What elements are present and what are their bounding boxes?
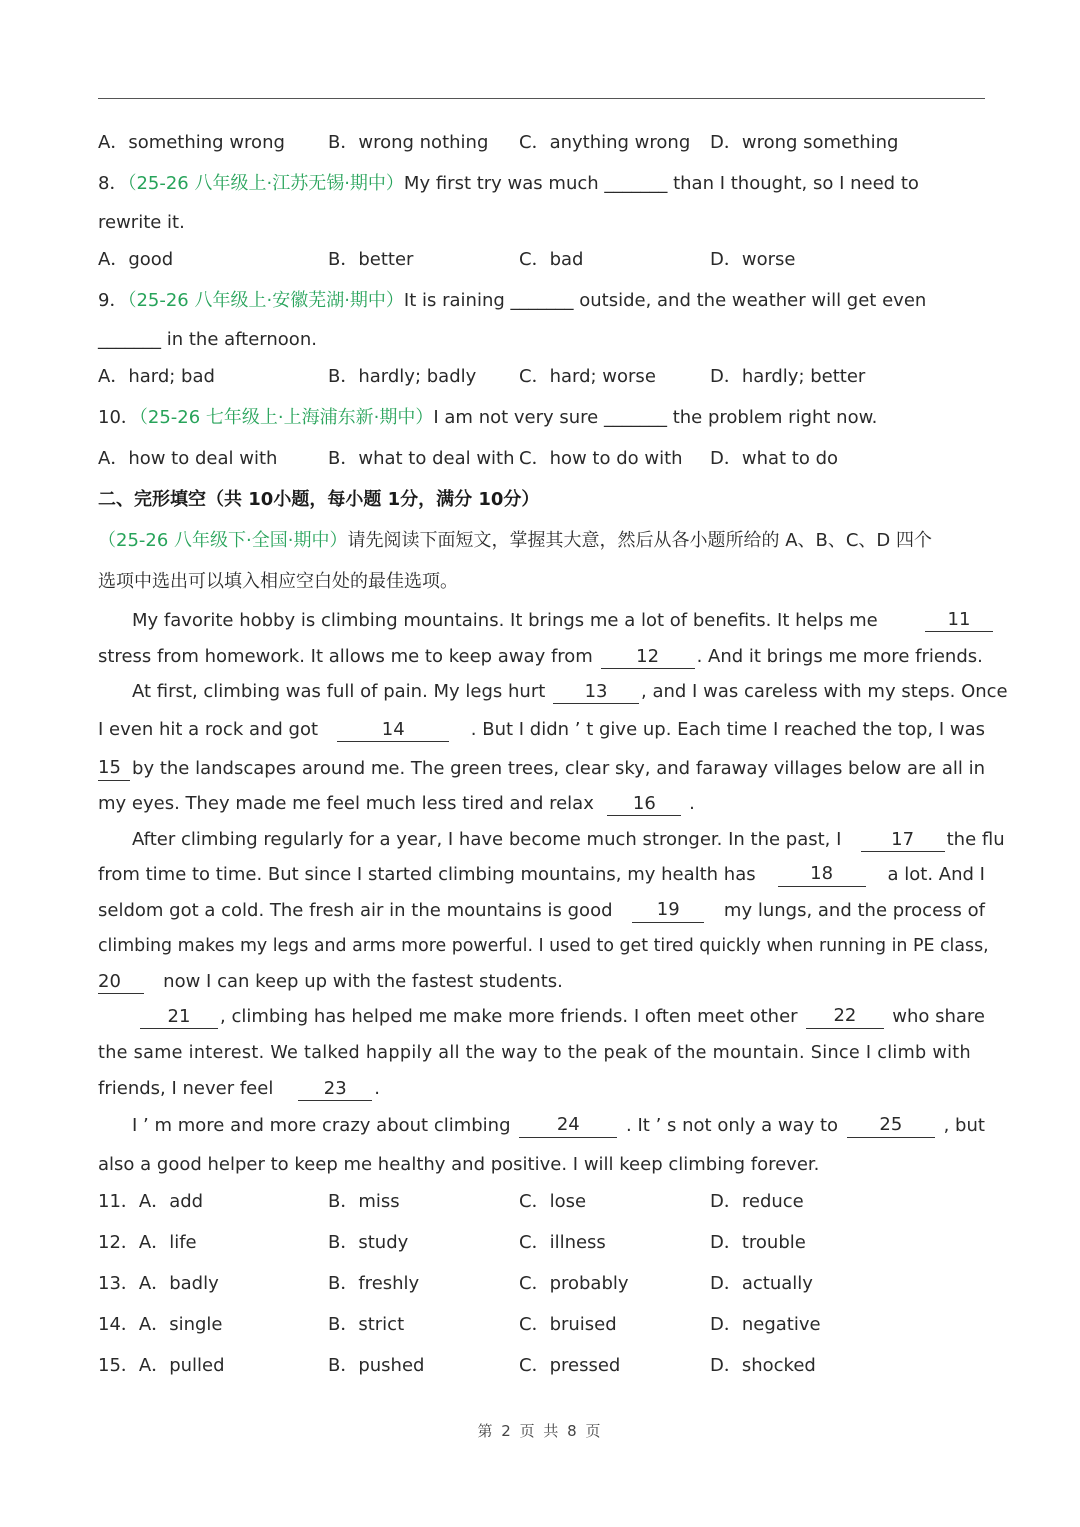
- blank-24: 24: [519, 1114, 617, 1138]
- q10-number: 10．: [98, 407, 139, 428]
- q9-text: It is raining _______ outside, and the weather will get even: [403, 290, 927, 311]
- passage-text: , but: [943, 1115, 985, 1136]
- passage-text: . And it brings me more friends.: [696, 646, 983, 667]
- passage-text: .: [374, 1078, 380, 1099]
- passage-text: a lot. And I: [887, 864, 985, 885]
- blank-14: 14: [337, 719, 449, 742]
- passage-text: I even hit a rock and got: [98, 719, 319, 740]
- instructions-cont: 选项中选出可以填入相应空白处的最佳选项。: [98, 571, 458, 592]
- q10-option-d: D．what to do: [710, 448, 839, 469]
- passage-text: At first, climbing was full of pain. My legs hurt: [132, 681, 546, 702]
- section-heading: 二、完形填空（共 10小题，每小题 1分，满分 10分）: [98, 489, 540, 510]
- cloze-13-d: D．actually: [710, 1273, 813, 1294]
- cloze-14-b: B．strict: [328, 1314, 405, 1335]
- blank-22: 22: [806, 1005, 884, 1029]
- passage-line: the same interest. We talked happily all the way to the peak of the mountain. Since I climb with: [98, 1043, 971, 1063]
- q9-option-b: B．hardly; badly: [328, 366, 477, 387]
- q9-source: （25-26 八年级上·安徽芜湖·期中）: [127, 290, 404, 311]
- cloze-12-c: C．illness: [519, 1232, 606, 1253]
- passage-text: my eyes. They made me feel much less tired and relax: [98, 793, 594, 814]
- q9-option-c: C．hard; worse: [519, 366, 656, 387]
- page-footer: 第 2 页 共 8 页: [477, 1422, 603, 1440]
- passage-line: also a good helper to keep me healthy and positive. I will keep climbing forever.: [98, 1154, 820, 1175]
- passage-text: now I can keep up with the fastest students.: [163, 971, 563, 992]
- passage-line: [98, 718, 985, 742]
- blank-19: 19: [632, 899, 704, 923]
- passage-line: [98, 863, 985, 887]
- passage-text: I ’ m more and more crazy about climbing: [132, 1115, 511, 1136]
- q10-option-a: A．how to deal with: [98, 448, 278, 469]
- passage-text: . It ’ s not only a way to: [626, 1115, 839, 1136]
- passage-text: seldom got a cold. The fresh air in the mountains is good: [98, 900, 613, 921]
- q7-option-b: B．wrong nothing: [328, 132, 489, 153]
- passage-line: [98, 899, 985, 923]
- q8-option-b: B．better: [328, 249, 414, 270]
- passage-line: [98, 970, 985, 994]
- passage-text: who share: [892, 1006, 985, 1027]
- q8-stem-cont: rewrite it.: [98, 212, 185, 233]
- passage-text: After climbing regularly for a year, I have become much stronger. In the past, I: [132, 829, 842, 850]
- cloze-13-a: 13．A．badly: [98, 1273, 219, 1294]
- header-rule: [98, 98, 985, 99]
- section-instructions: [98, 529, 932, 553]
- passage-line: climbing makes my legs and arms more powerful. I used to get tired quickly when running in PE class,: [98, 936, 989, 956]
- q10-text: I am not very sure _______ the problem right now.: [433, 407, 878, 428]
- cloze-15-a: 15．A．pulled: [98, 1355, 225, 1376]
- q8-option-d: D．worse: [710, 249, 796, 270]
- q10-source: （25-26 七年级上·上海浦东新·期中）: [138, 407, 434, 428]
- passage-text: from time to time. But since I started climbing mountains, my health has: [98, 864, 756, 885]
- blank-18: 18: [778, 863, 866, 887]
- cloze-13-b: B．freshly: [328, 1273, 420, 1294]
- passage-line: [98, 680, 1008, 704]
- passage-line: [98, 1077, 985, 1101]
- section-source: （25-26 八年级下·全国·期中）: [98, 530, 348, 551]
- passage-segment: [132, 680, 641, 704]
- blank-20: 20: [98, 971, 144, 994]
- cloze-12-a: 12．A．life: [98, 1232, 197, 1253]
- q8-source: （25-26 八年级上·江苏无锡·期中）: [127, 173, 404, 194]
- q9-number: 9．: [98, 290, 128, 311]
- passage-line: [98, 645, 985, 669]
- q8-option-a: A．good: [98, 249, 174, 270]
- passage-line: [98, 792, 985, 816]
- q9-stem: [98, 289, 926, 313]
- passage-line: [98, 1005, 985, 1029]
- cloze-11-a: 11．A．add: [98, 1191, 204, 1212]
- instructions-text: 请先阅读下面短文，掌握其大意，然后从各小题所给的 A、B、C、D 四个: [347, 530, 932, 551]
- cloze-12-d: D．trouble: [710, 1232, 806, 1253]
- cloze-14-a: 14．A．single: [98, 1314, 223, 1335]
- q9-option-d: D．hardly; better: [710, 366, 866, 387]
- passage-text: by the landscapes around me. The green trees, clear sky, and faraway villages below are all in: [132, 758, 985, 779]
- blank-21: 21: [140, 1006, 218, 1029]
- passage-text: My favorite hobby is climbing mountains. It brings me a lot of benefits. It helps me: [132, 610, 878, 631]
- cloze-11-c: C．lose: [519, 1191, 587, 1212]
- cloze-14-c: C．bruised: [519, 1314, 617, 1335]
- passage-line: [98, 828, 1005, 852]
- cloze-12-b: B．study: [328, 1232, 409, 1253]
- cloze-15-d: D．shocked: [710, 1355, 816, 1376]
- blank-13: 13: [553, 681, 639, 704]
- q8-number: 8．: [98, 173, 128, 194]
- q7-option-a: A．something wrong: [98, 132, 285, 153]
- passage-text: stress from homework. It allows me to keep away from: [98, 646, 593, 667]
- passage-line: [98, 757, 985, 781]
- passage-segment: [140, 1005, 798, 1029]
- cloze-15-c: C．pressed: [519, 1355, 621, 1376]
- cloze-13-c: C．probably: [519, 1273, 629, 1294]
- blank-25: 25: [847, 1114, 935, 1138]
- cloze-11-b: B．miss: [328, 1191, 400, 1212]
- q7-option-c: C．anything wrong: [519, 132, 691, 153]
- blank-17: 17: [861, 829, 945, 852]
- passage-text: , climbing has helped me make more friends. I often meet other: [220, 1006, 798, 1027]
- q10-stem: [98, 406, 877, 430]
- q8-text: My first try was much _______ than I thought, so I need to: [403, 173, 919, 194]
- cloze-15-b: B．pushed: [328, 1355, 425, 1376]
- cloze-11-d: D．reduce: [710, 1191, 804, 1212]
- passage-text: . But I didn ’ t give up. Each time I reached the top, I was: [470, 719, 985, 740]
- passage-line: [98, 609, 985, 633]
- q10-option-b: B．what to deal with: [328, 448, 515, 469]
- passage-text: .: [689, 793, 695, 814]
- q9-stem-cont: _______ in the afternoon.: [98, 329, 317, 350]
- blank-23: 23: [298, 1078, 372, 1101]
- blank-11: 11: [925, 609, 993, 632]
- q8-option-c: C．bad: [519, 249, 584, 270]
- blank-15: 15: [98, 757, 130, 781]
- q9-option-a: A．hard; bad: [98, 366, 215, 387]
- q7-option-d: D．wrong something: [710, 132, 899, 153]
- passage-segment: [132, 828, 947, 852]
- passage-line: [98, 1114, 985, 1138]
- passage-text: , and I was careless with my steps. Once: [641, 681, 1008, 702]
- blank-12: 12: [601, 646, 695, 669]
- passage-segment: [98, 718, 451, 742]
- cloze-14-d: D．negative: [710, 1314, 821, 1335]
- blank-16: 16: [607, 793, 681, 816]
- passage-text: my lungs, and the process of: [723, 900, 985, 921]
- q8-stem: [98, 172, 919, 196]
- q10-option-c: C．how to do with: [519, 448, 683, 469]
- passage-text: the flu: [946, 829, 1005, 850]
- passage-text: friends, I never feel: [98, 1078, 274, 1099]
